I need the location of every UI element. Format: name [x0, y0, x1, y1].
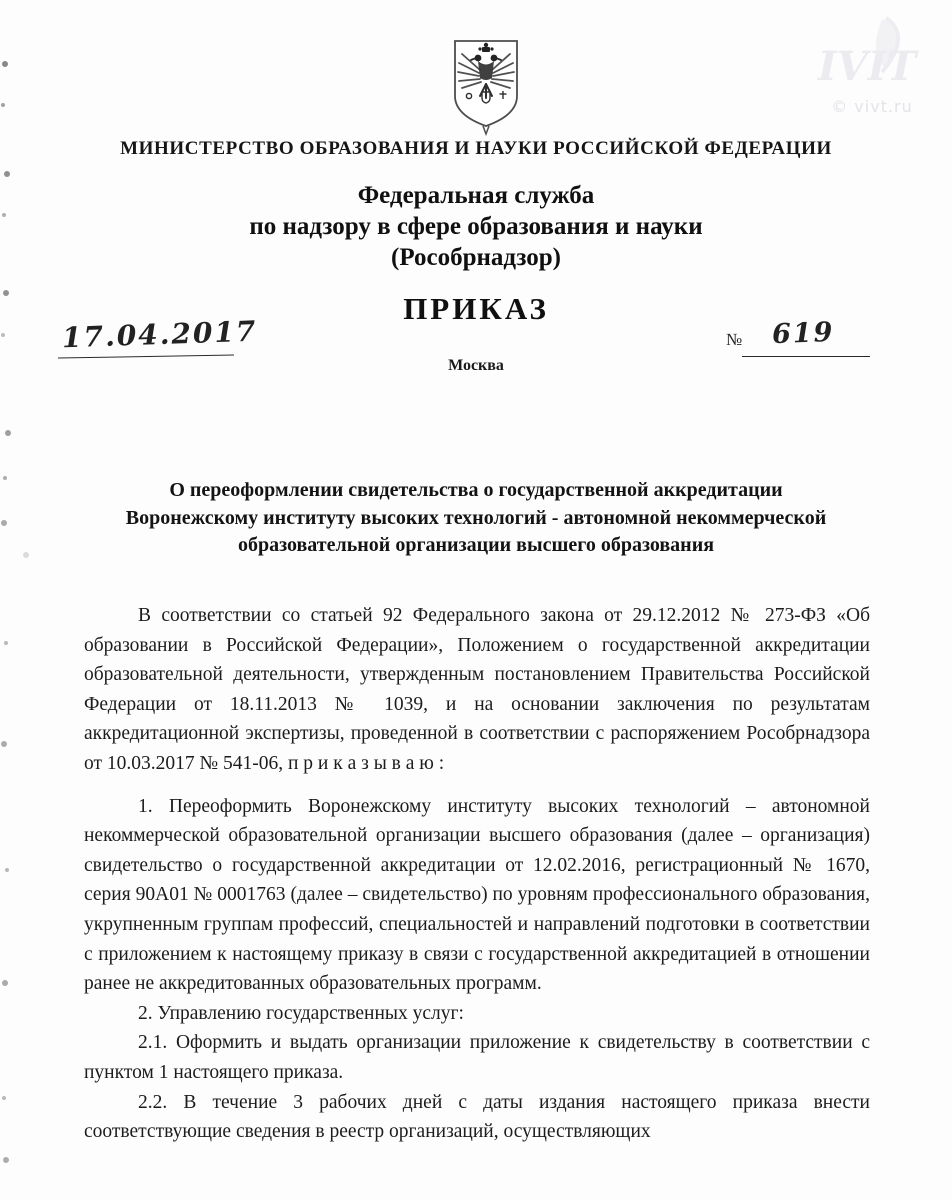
subject-line: Воронежскому институту высоких технологий - автономной некоммерческой: [125, 506, 827, 529]
paragraph-item-2-2: 2.2. В течение 3 рабочих дней с даты издания настоящего приказа внести соответствующие сведения в реестр организаций, осуществляющих: [84, 1091, 870, 1143]
order-subject: [86, 477, 866, 560]
coat-of-arms-icon: [450, 38, 522, 138]
order-date: [61, 314, 258, 355]
subject-line: О переоформлении свидетельства о государственной аккредитации: [169, 479, 783, 501]
watermark: [812, 16, 932, 116]
paragraph-preamble: В соответствии со статьей 92 Федерального закона от 29.12.2012 № 273-ФЗ «Об образовании в Российской Федерации», Положением о государственной аккредитации образовательной деятельности, утвержденным постановлением Правительства Российской Федерации от 18.11.2013 № 1039, и на основании заключения по результатам аккредитационной экспертизы, проведенной в соответствии с распоряжением Рособрнадзора от 10.03.2017 № 541-06, п р и к а з ы в а ю :: [84, 605, 870, 774]
agency-title: [0, 180, 952, 273]
agency-line: по надзору в сфере образования и науки: [249, 213, 703, 240]
subject-line: образовательной организации высшего образования: [237, 534, 715, 556]
agency-line: (Рособрнадзор): [391, 244, 561, 271]
scan-artifacts: [0, 0, 4, 4]
order-number: [726, 330, 742, 350]
paragraph-item-2-1: 2.1. Оформить и выдать организации приложение к свидетельству в соответствии с пунктом 1 настоящего приказа.: [84, 1032, 870, 1083]
order-body: [84, 601, 870, 1147]
svg-text:IVIT: IVIT: [818, 43, 917, 88]
order-number-value: 619: [771, 316, 835, 351]
city-label: Москва: [448, 357, 504, 374]
watermark-copyright: © vivt.ru: [831, 97, 913, 116]
order-number-label: №: [726, 330, 743, 349]
order-date-value: 17.04.2017: [61, 314, 258, 355]
paragraph-item-1: 1. Переоформить Воронежскому институту высоких технологий – автономной некоммерческой образовательной организации высшего образования (далее – организация) свидетельство о государственной аккредитации от 12.02.2016, регистрационный № 1670, серия 90А01 № 0001763 (далее – свидетельство) по уровням профессионального образования, укрупненным группам профессий, специальностей и направлений подготовки в соответствии с приложением к настоящему приказу в связи с государственной аккредитацией в отношении ранее не аккредитованных образовательных программ.: [84, 795, 870, 995]
paragraph-item-2: 2. Управлению государственных услуг:: [138, 1002, 464, 1024]
ministry-title: МИНИСТЕРСТВО ОБРАЗОВАНИЯ И НАУКИ РОССИЙСКОЙ ФЕДЕРАЦИИ: [120, 138, 832, 159]
vivt-logo-icon: [816, 16, 928, 88]
document-type-heading: ПРИКАЗ: [403, 291, 549, 326]
agency-line: Федеральная служба: [357, 182, 595, 209]
